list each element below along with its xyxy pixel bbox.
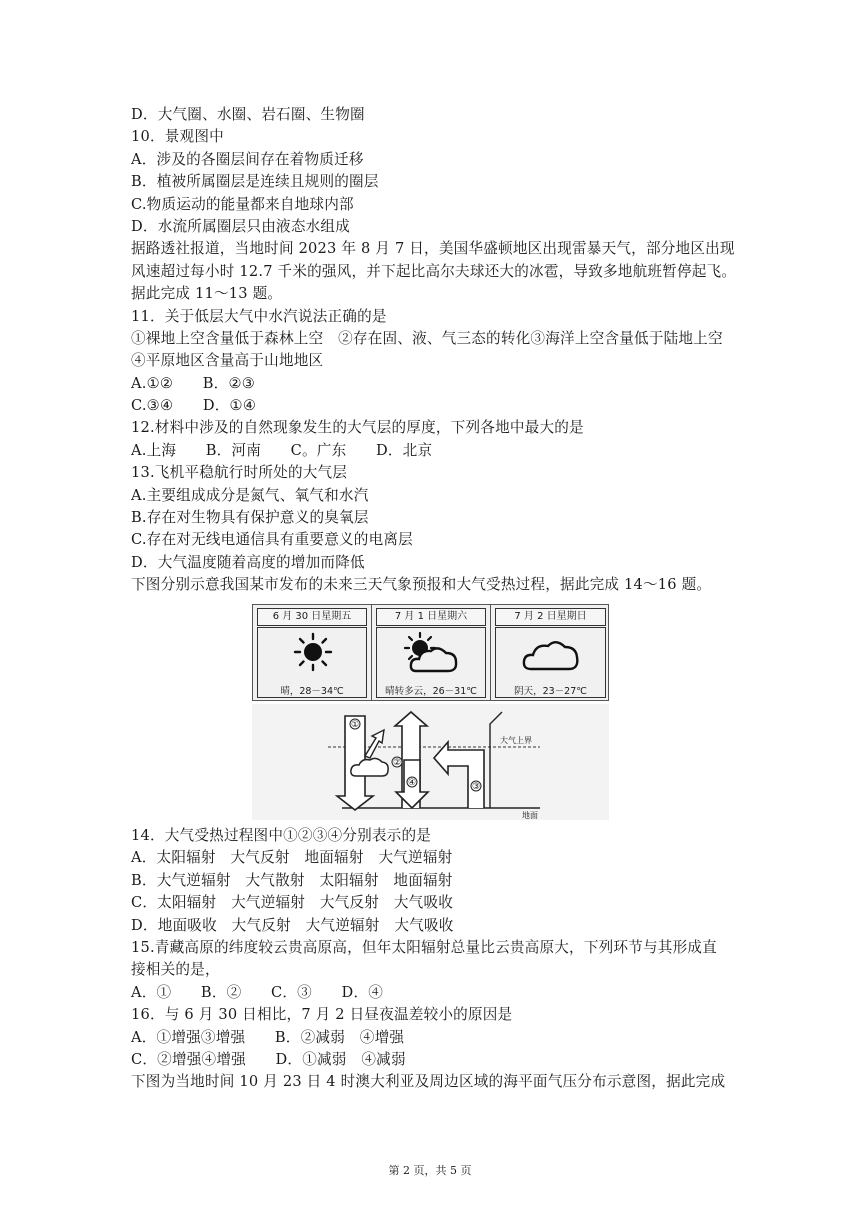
text-line: 11．关于低层大气中水汽说法正确的是 [131,307,387,325]
forecast-panel [252,604,609,701]
text-line: B．植被所属圈层是连续且规则的圈层 [131,173,379,191]
text-line: C.物质运动的能量都来自地球内部 [131,195,354,213]
sun-cloud-icon [400,631,464,677]
question-text-bottom [131,825,741,1094]
text-line: B.存在对生物具有保护意义的臭氧层 [131,509,369,527]
forecast-date: 6 月 30 日星期五 [257,608,367,626]
text-line: 接相关的是， [131,961,220,979]
text-line: A．太阳辐射 大气反射 地面辐射 大气逆辐射 [131,849,453,867]
text-line: C.存在对无线电通信具有重要意义的电离层 [131,531,413,549]
weather-figure [252,604,609,820]
text-line: 据路透社报道，当地时间 2023 年 8 月 7 日，美国华盛顿地区出现雷暴天气，部分地区出现 [131,240,735,258]
text-line: B．大气逆辐射 大气散射 太阳辐射 地面辐射 [131,871,453,889]
label-top-of-atmosphere: 大气上界 [500,736,532,745]
text-line: C．②增强④增强 D．①减弱 ④减弱 [131,1050,406,1068]
text-line: D．大气温度随着高度的增加而降低 [131,553,365,571]
forecast-day-3 [491,605,610,700]
text-line: ①裸地上空含量低于森林上空 ②存在固、液、气三态的转化③海洋上空含量低于陆地上空 [131,329,723,347]
marker-1: ① [350,720,360,730]
text-line: A.主要组成成分是氮气、氧气和水汽 [131,486,369,504]
marker-4: ④ [407,778,417,788]
forecast-weather: 晴转多云，26－31℃ [385,686,477,697]
text-line: A．涉及的各圈层间存在着物质迁移 [131,150,364,168]
text-line: D．地面吸收 大气反射 大气逆辐射 大气吸收 [131,916,454,934]
text-line: A．① B．② C．③ D．④ [131,983,384,1001]
heating-diagram [252,704,609,820]
question-text-top [131,104,741,597]
cloud-icon [519,635,583,675]
forecast-day-2 [372,605,491,700]
text-line: 10．景观图中 [131,128,224,146]
page-footer: 第 2 页，共 5 页 [388,1164,472,1177]
text-line: 13.飞机平稳航行时所处的大气层 [131,464,348,482]
sun-icon [293,632,333,672]
text-line: 据此完成 11～13 题。 [131,285,283,303]
text-line: ④平原地区含量高于山地地区 [131,352,324,370]
text-line: A．①增强③增强 B．②减弱 ④增强 [131,1028,405,1046]
text-line: 风速超过每小时 12.7 千米的强风，并下起比高尔夫球还大的冰雹，导致多地航班暂停起飞。 [131,262,737,280]
forecast-weather: 晴，28－34℃ [280,686,344,697]
text-line: D．大气圈、水圈、岩石圈、生物圈 [131,106,365,123]
forecast-weather: 阴天，23－27℃ [514,686,587,697]
text-line: 12.材料中涉及的自然现象发生的大气层的厚度，下列各地中最大的是 [131,419,584,437]
forecast-date: 7 月 1 日星期六 [376,608,486,626]
text-line: D．水流所属圈层只由液态水组成 [131,217,351,235]
text-line: A.①② B．②③ [131,374,256,392]
forecast-day-1 [253,605,372,700]
marker-2: ② [392,758,402,768]
text-line: 下图为当地时间 10 月 23 日 4 时澳大利亚及周边区域的海平面气压分布示意图，据此完成 [131,1073,726,1091]
atmosphere-heating-diagram [252,704,609,820]
text-line: 16．与 6 月 30 日相比，7 月 2 日昼夜温差较小的原因是 [131,1006,513,1024]
text-line: 15.青藏高原的纬度较云贵高原高，但年太阳辐射总量比云贵高原大，下列环节与其形成直 [131,938,717,956]
label-ground: 地面 [522,811,538,820]
marker-3: ③ [471,782,481,792]
text-line: C.③④ D．①④ [131,397,257,415]
forecast-date: 7 月 2 日星期日 [495,608,606,626]
text-line: 下图分别示意我国某市发布的未来三天气象预报和大气受热过程，据此完成 14～16 题。 [131,576,712,594]
text-line: 14．大气受热过程图中①②③④分别表示的是 [131,827,432,844]
text-line: A.上海 B．河南 C。广东 D．北京 [131,441,433,459]
text-line: C．太阳辐射 大气逆辐射 大气反射 大气吸收 [131,894,454,912]
